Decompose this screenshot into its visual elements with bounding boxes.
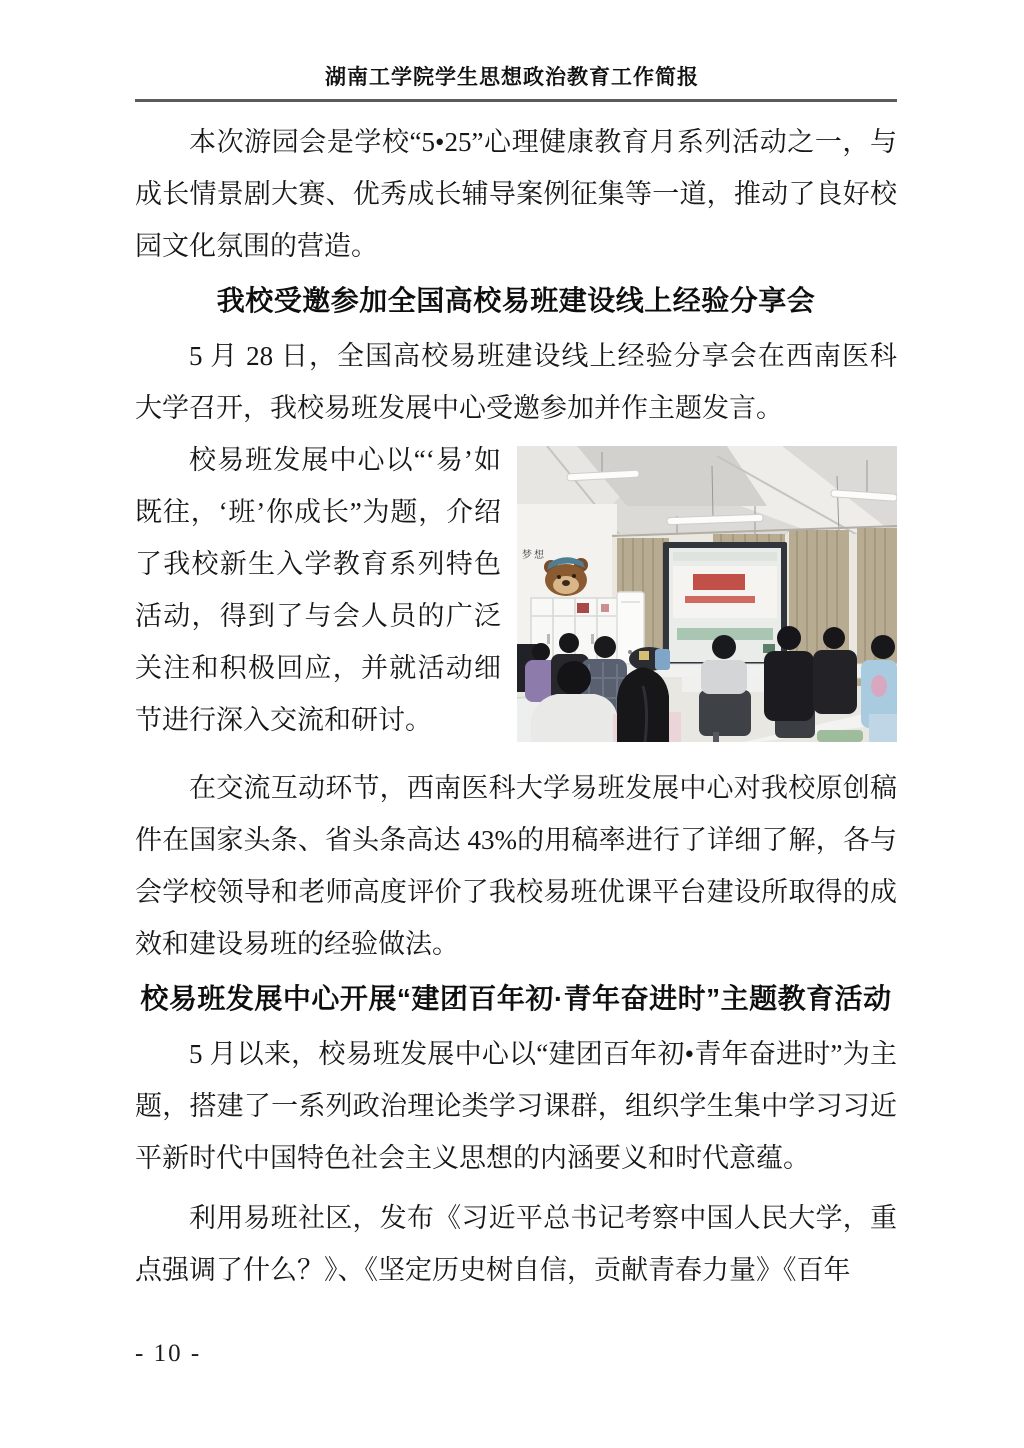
header-title: 湖南工学院学生思想政治教育工作简报 xyxy=(325,66,699,89)
paragraph-league-theme: 5 月以来，校易班发展中心以“建团百年初•青年奋进时”为主题，搭建了一系列政治理论类学习课群，组织学生集中学习习近平新时代中国特色社会主义思想的内涵要义和时代意蕴。 xyxy=(135,1039,897,1173)
photo-bear-decoration xyxy=(544,557,588,596)
section-heading-league: 校易班发展中心开展“建团百年初·青年奋进时”主题教育活动 xyxy=(140,983,892,1014)
paragraph-presentation: 校易班发展中心以“‘易’如既往，‘班’你成长”为题，介绍了我校新生入学教育系列特色活动，得到了与会人员的广泛关注和积极回应，并就活动细节进行深入交流和研讨。 xyxy=(135,445,501,735)
document-body xyxy=(135,102,897,1296)
paragraph-community: 利用易班社区，发布《习近平总书记考察中国人民大学，重点强调了什么？》、《坚定历史树自信，贡献青春力量》《百年 xyxy=(135,1203,897,1285)
section-heading-share: 我校受邀参加全国高校易班建设线上经验分享会 xyxy=(216,285,816,316)
page-number: - 10 - xyxy=(135,1340,202,1367)
classroom-photo xyxy=(517,446,897,742)
page-header xyxy=(0,0,1024,102)
photo-wall-text: 梦想 xyxy=(522,550,546,561)
paragraph-intro: 本次游园会是学校“5•25”心理健康教育月系列活动之一，与成长情景剧大赛、优秀成长辅导案例征集等一道，推动了良好校园文化氛围的营造。 xyxy=(135,127,897,261)
classroom-photo-graphic xyxy=(517,446,897,742)
paragraph-exchange: 在交流互动环节，西南医科大学易班发展中心对我校原创稿件在国家头条、省头条高达 43%的用稿率进行了详细了解，各与会学校领导和老师高度评价了我校易班优课平台建设所取得的成效和建设易班的经验做法。 xyxy=(135,773,897,959)
photo-text-section xyxy=(135,434,897,746)
paragraph-date: 5 月 28 日，全国高校易班建设线上经验分享会在西南医科大学召开，我校易班发展中心受邀参加并作主题发言。 xyxy=(135,341,897,423)
